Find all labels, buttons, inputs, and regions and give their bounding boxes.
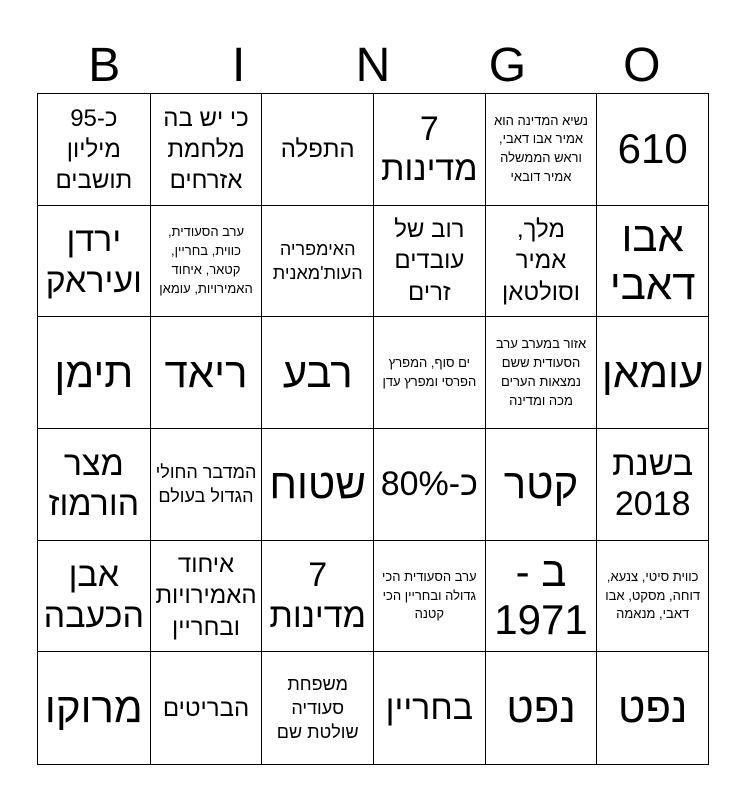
header-letter-i: I bbox=[231, 39, 246, 92]
bingo-cell[interactable]: ערב הסעודית הכי גדולה ובחריין הכי קטנה bbox=[373, 541, 485, 653]
bingo-cell[interactable]: בחריין bbox=[373, 652, 485, 764]
bingo-header bbox=[37, 38, 709, 94]
bingo-cell[interactable]: איחוד האמירויות ובחריין bbox=[150, 541, 262, 653]
bingo-cell[interactable]: כ-80% bbox=[373, 429, 485, 541]
bingo-cell[interactable]: הבריטים bbox=[150, 652, 262, 764]
bingo-cell[interactable]: ערב הסעודית, כווית, בחריין, קטאר, איחוד האמירויות, עומאן bbox=[150, 206, 262, 318]
bingo-cell[interactable]: עומאן bbox=[596, 317, 708, 429]
bingo-cell[interactable]: המדבר החולי הגדול בעולם bbox=[150, 429, 262, 541]
bingo-cell[interactable]: רבע bbox=[261, 317, 373, 429]
header-letter-g: G bbox=[488, 39, 527, 92]
bingo-cell[interactable]: 7 מדינות bbox=[261, 541, 373, 653]
bingo-cell[interactable]: אזור במערב ערב הסעודית ששם נמצאות הערים מכה ומדינה bbox=[485, 317, 597, 429]
bingo-cell[interactable]: ב - 1971 bbox=[485, 541, 597, 653]
bingo-cell[interactable]: מצר הורמוז bbox=[38, 429, 150, 541]
bingo-cell[interactable]: תימן bbox=[38, 317, 150, 429]
bingo-cell[interactable]: אבן הכעבה bbox=[38, 541, 150, 653]
bingo-cell[interactable]: ירדן ועיראק bbox=[38, 206, 150, 318]
bingo-cell[interactable]: שטוח bbox=[261, 429, 373, 541]
bingo-cell[interactable]: רוב של עובדים זרים bbox=[373, 206, 485, 318]
bingo-cell[interactable]: אבו דאבי bbox=[596, 206, 708, 318]
bingo-cell[interactable]: משפחת סעודיה שולטת שם bbox=[261, 652, 373, 764]
header-letter-n: N bbox=[355, 39, 391, 92]
header-letter-b: B bbox=[88, 39, 121, 92]
bingo-cell[interactable]: נפט bbox=[596, 652, 708, 764]
bingo-cell[interactable]: בשנת 2018 bbox=[596, 429, 708, 541]
bingo-cell[interactable]: מלך, אמיר וסולטאן bbox=[485, 206, 597, 318]
bingo-cell[interactable]: מרוקו bbox=[44, 684, 143, 731]
header-letter-o: O bbox=[623, 39, 661, 92]
bingo-board bbox=[37, 93, 709, 765]
bingo-cell[interactable]: נשיא המדינה הוא אמיר אבו דאבי, וראש הממשלה אמיר דובאי bbox=[485, 94, 597, 206]
bingo-cell[interactable]: ים סוף, המפרץ הפרסי ומפרץ עדן bbox=[373, 317, 485, 429]
bingo-cell[interactable]: 7 מדינות bbox=[373, 94, 485, 206]
bingo-cell[interactable]: קטר bbox=[485, 429, 597, 541]
bingo-cell[interactable]: האימפריה העות'מאנית bbox=[261, 206, 373, 318]
bingo-cell[interactable]: כ-95 מיליון תושבים bbox=[38, 94, 150, 206]
bingo-cell[interactable]: ריאד bbox=[150, 317, 262, 429]
bingo-cell[interactable]: 610 bbox=[596, 94, 708, 206]
bingo-cell[interactable]: התפלה bbox=[261, 94, 373, 206]
bingo-cell[interactable]: כווית סיטי, צנעא, דוחה, מסקט, אבו דאבי, מנאמה bbox=[596, 541, 708, 653]
bingo-cell[interactable]: נפט bbox=[485, 652, 597, 764]
bingo-cell[interactable]: כי יש בה מלחמת אזרחים bbox=[150, 94, 262, 206]
